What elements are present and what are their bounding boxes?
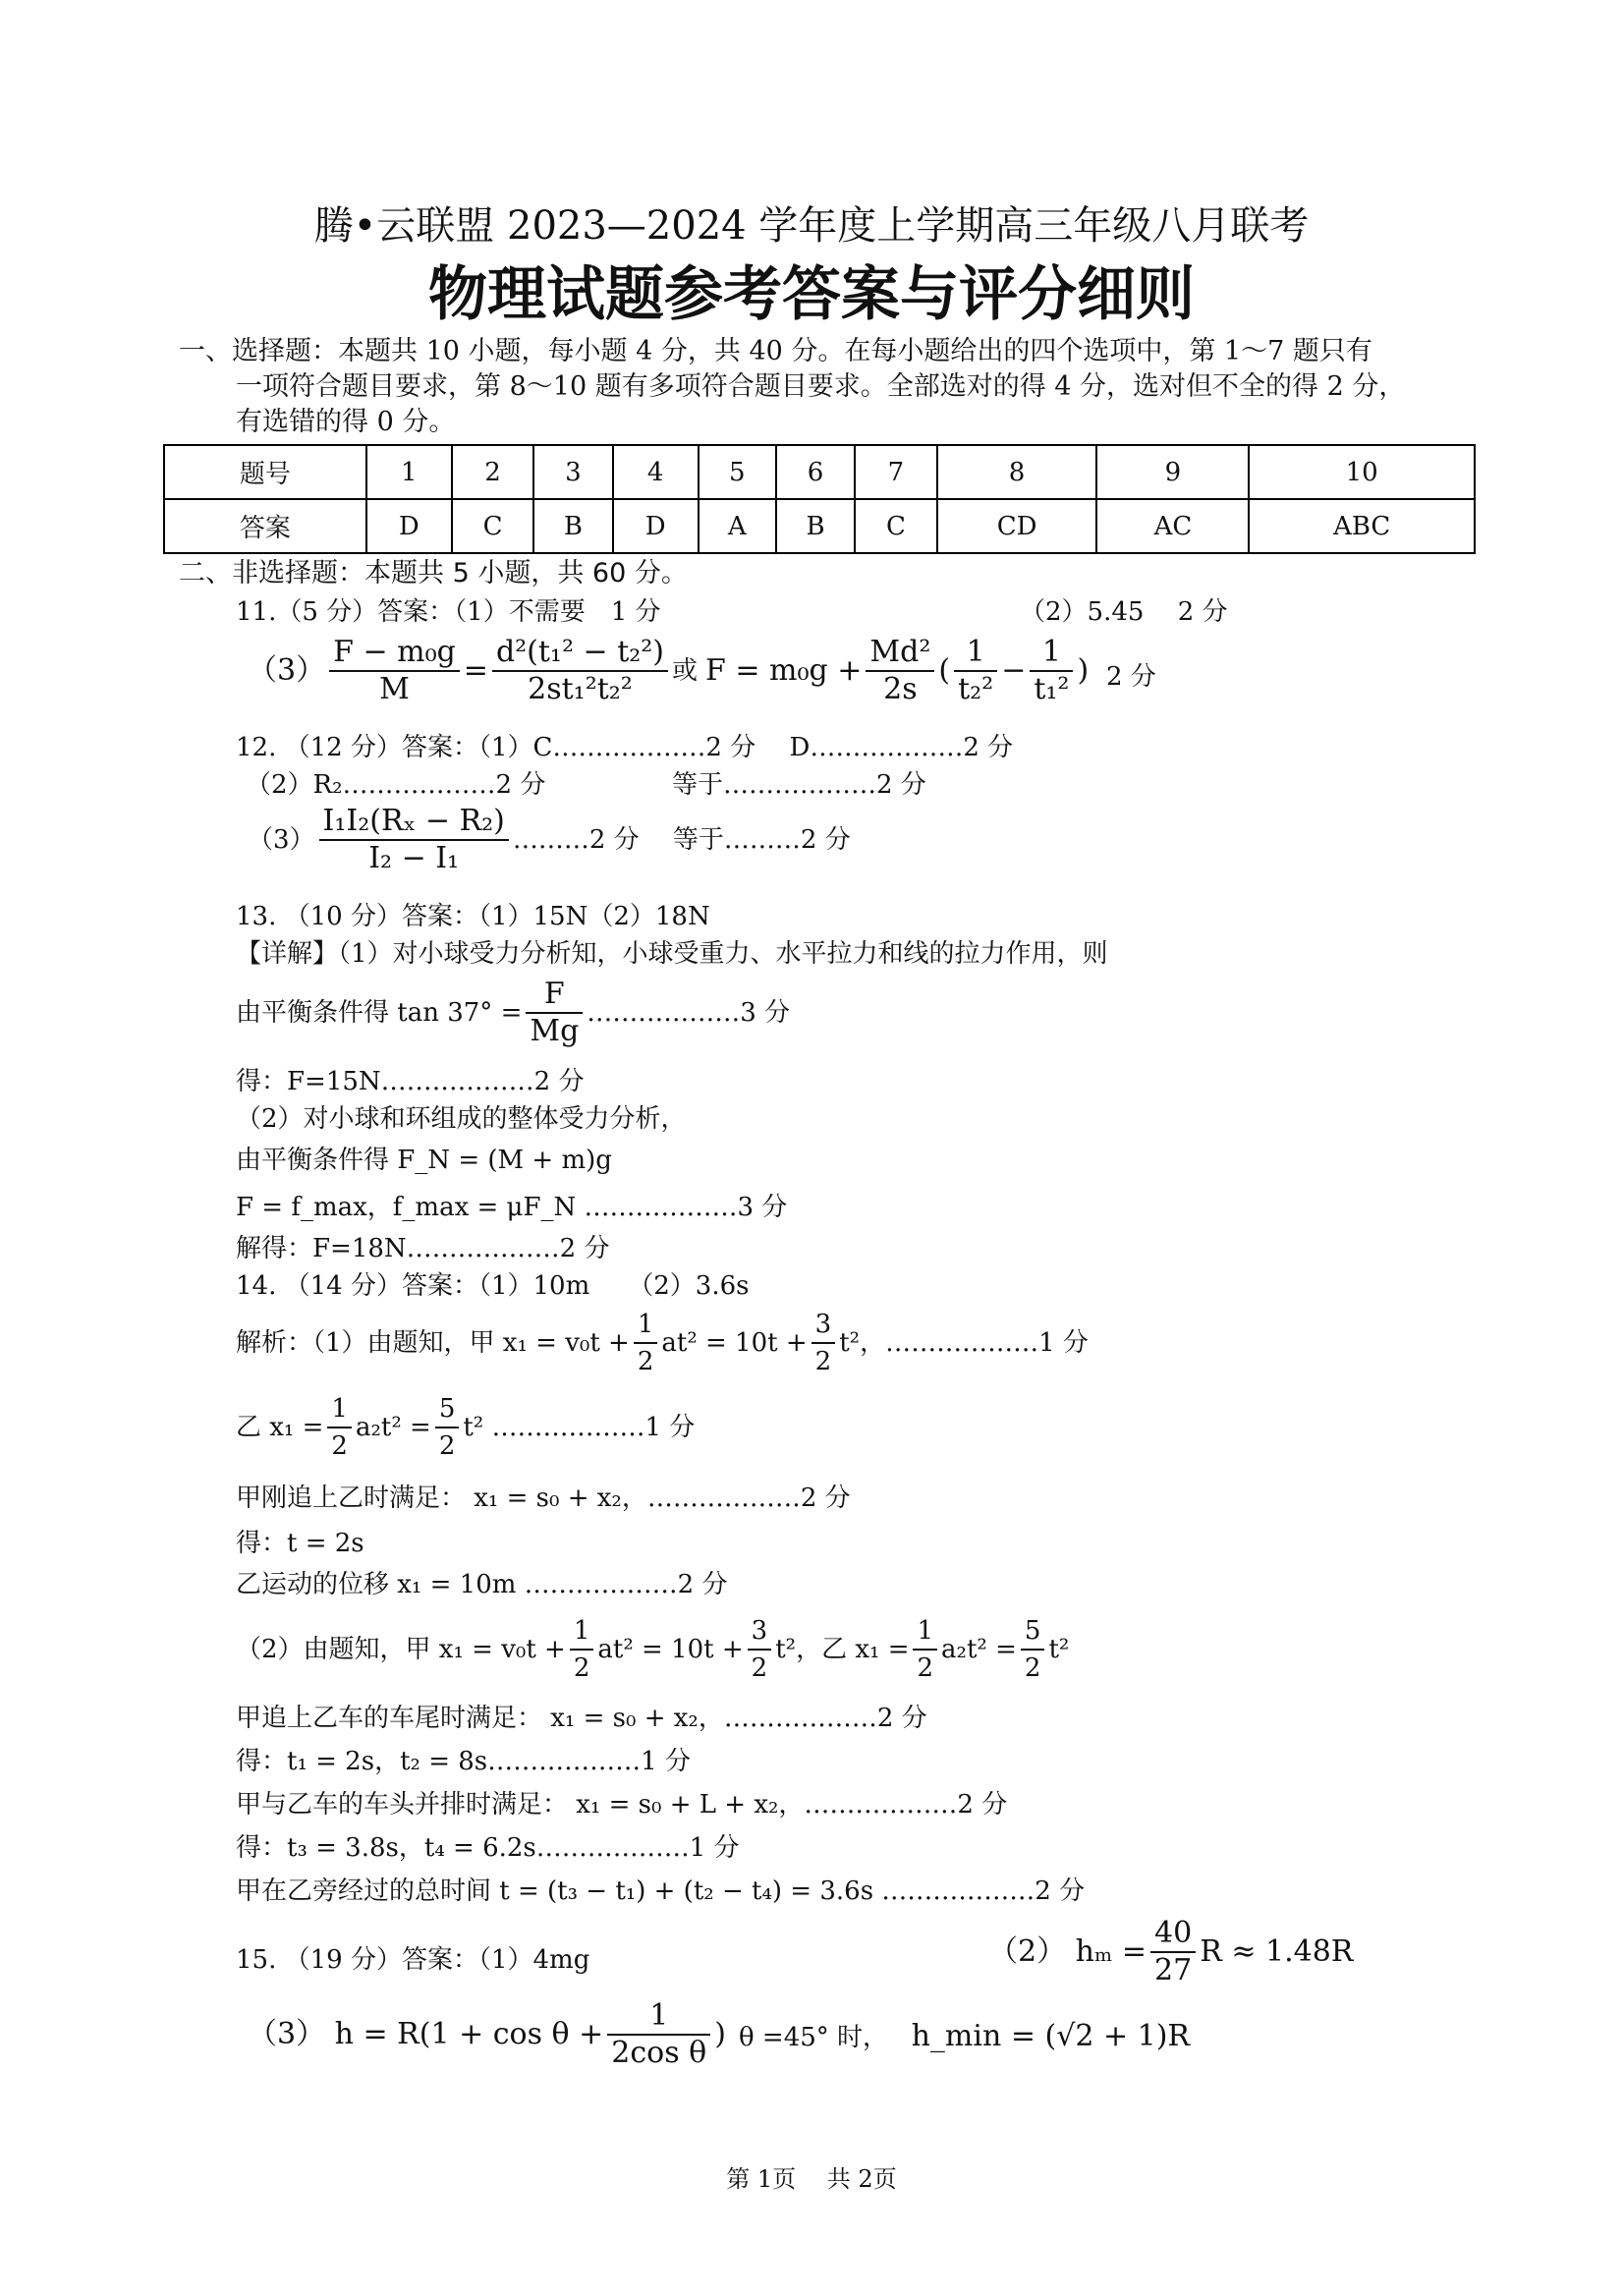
q13-line6: 由平衡条件得 F_N = (M + m)g: [236, 1146, 612, 1175]
q14-line5: 得：t = 2s: [236, 1529, 364, 1558]
answer-cell: CD: [937, 499, 1097, 553]
formula-text: （3） h = R(1 + cos θ +: [248, 2017, 604, 2051]
formula-text: F = m₀g +: [705, 653, 863, 688]
numerator: 1: [913, 1613, 937, 1651]
denominator: 2: [573, 1653, 590, 1683]
question-number: 7: [855, 445, 936, 499]
row-label: 答案: [164, 499, 366, 553]
numerator: I₁I₂(Rₓ − R₂): [319, 804, 509, 841]
answer-row: [164, 499, 1475, 553]
numerator: 1: [327, 1391, 352, 1428]
answer-key-title: 物理试题参考答案与评分细则: [428, 260, 1195, 329]
fraction: [634, 1307, 658, 1379]
part-label: （3）: [248, 653, 326, 688]
page-footer: 第 1页 共 2页: [726, 2165, 897, 2193]
q12-part3: [248, 804, 851, 876]
q14-line8: 甲追上乙车的车尾时满足： x₁ = s₀ + x₂，………………2 分: [236, 1704, 927, 1733]
answer-cell: D: [366, 499, 452, 553]
answer-cell: C: [855, 499, 936, 553]
formula-text: 乙 x₁ =: [236, 1413, 324, 1442]
q14-line11: 得：t₃ = 3.8s，t₄ = 6.2s………………1 分: [236, 1833, 740, 1863]
numerator: 1: [570, 1613, 594, 1651]
q11-part3-score: 2 分: [1106, 662, 1156, 692]
fraction: [319, 804, 509, 876]
condition-text: θ =45° 时，: [739, 2023, 889, 2052]
q13-line1: 13. （10 分）答案：（1）15N（2）18N: [236, 902, 710, 931]
q14-line2: [236, 1307, 1089, 1379]
formula-text: a₂t² =: [355, 1413, 431, 1442]
fraction: [748, 1613, 772, 1686]
q13-line5: （2）对小球和环组成的整体受力分析，: [236, 1104, 687, 1134]
fraction: [570, 1613, 594, 1686]
question-number: 1: [366, 445, 452, 499]
q11-line1: 11.（5 分）答案：（1）不需要 1 分: [236, 597, 661, 627]
denominator: t₁²: [1034, 672, 1070, 706]
formula-text: R ≈ 1.48R: [1200, 1934, 1354, 1969]
formula-text: at² = 10t +: [597, 1635, 744, 1664]
numerator: 5: [1021, 1613, 1045, 1651]
q15-part3: [248, 1998, 726, 2071]
equals-sign: =: [463, 653, 488, 688]
q14-line4: 甲刚追上乙时满足： x₁ = s₀ + x₂，………………2 分: [236, 1484, 851, 1513]
q14-line3: [236, 1391, 695, 1464]
answer-cell: B: [776, 499, 855, 553]
right-paren: ): [1077, 653, 1090, 688]
q13-line4: 得：F=15N………………2 分: [236, 1067, 585, 1096]
q14-line1: 14. （14 分）答案：（1）10m （2）3.6s: [236, 1271, 750, 1301]
numerator: Md²: [866, 635, 934, 672]
fraction: [435, 1391, 460, 1464]
fraction: [1150, 1916, 1196, 1988]
q12-line2a: （2）R₂………………2 分: [246, 770, 546, 800]
numerator: d²(t₁² − t₂²): [492, 635, 668, 672]
numerator: 40: [1150, 1916, 1196, 1953]
part-label: （3）: [248, 825, 315, 855]
denominator: 2: [751, 1653, 768, 1683]
answer-cell: C: [452, 499, 533, 553]
denominator: 2: [814, 1347, 832, 1376]
numerator: 3: [748, 1613, 772, 1651]
denominator: 2s: [883, 672, 918, 706]
formula-text: t²，………………1 分: [839, 1328, 1089, 1358]
q14-line10: 甲与乙车的车头并排时满足： x₁ = s₀ + L + x₂，………………2 分: [236, 1790, 1008, 1820]
denominator: 2: [637, 1347, 654, 1376]
row-label: 题号: [164, 445, 366, 499]
formula-text: t² ………………1 分: [463, 1413, 696, 1442]
fraction: [607, 1998, 710, 2071]
question-number: 3: [533, 445, 612, 499]
q13-line3: [236, 977, 790, 1049]
formula-text: t²: [1048, 1635, 1070, 1664]
denominator: t₂²: [958, 672, 994, 706]
right-paren: ): [714, 2017, 726, 2051]
question-number: 2: [452, 445, 533, 499]
q15-part2: [988, 1916, 1353, 1988]
minus-sign: −: [1001, 653, 1027, 688]
q11-part3: [248, 635, 1089, 707]
section1-line2: 一项符合题目要求，第 8～10 题有多项符合题目要求。全部选对的得 4 分，选对但不全的得 2 分，: [236, 371, 1406, 402]
fraction: [1021, 1613, 1045, 1686]
numerator: F: [526, 977, 583, 1014]
answer-cell: D: [613, 499, 699, 553]
left-paren: (: [938, 653, 951, 688]
question-number: 6: [776, 445, 855, 499]
question-number: 10: [1249, 445, 1475, 499]
q12-line2b: 等于………………2 分: [672, 770, 926, 800]
fraction: [327, 1391, 352, 1464]
formula-text: t²，乙 x₁ =: [775, 1635, 910, 1664]
numerator: F − m₀g: [329, 635, 460, 672]
q13-line2: 【详解】（1）对小球受力分析知，小球受重力、水平拉力和线的拉力作用，则: [236, 939, 1108, 969]
numerator: 1: [634, 1307, 658, 1344]
section1-line3: 有选错的得 0 分。: [236, 407, 456, 437]
question-number: 4: [613, 445, 699, 499]
denominator: 27: [1154, 1953, 1193, 1988]
numerator: 1: [954, 635, 997, 672]
formula-text: a₂t² =: [941, 1635, 1017, 1664]
denominator: I₂ − I₁: [368, 841, 460, 875]
denominator: 2: [917, 1653, 934, 1683]
question-number: 8: [937, 445, 1097, 499]
q13-line7: F = f_max，f_max = μF_N ………………3 分: [236, 1193, 788, 1222]
q12-line1: 12. （12 分）答案：（1）C………………2 分 D………………2 分: [236, 733, 1014, 762]
question-number-row: [164, 445, 1475, 499]
formula-text: 由平衡条件得 tan 37° =: [236, 998, 523, 1028]
answer-cell: AC: [1096, 499, 1249, 553]
formula-text: （2）由题知，甲 x₁ = v₀t +: [236, 1635, 566, 1664]
fraction: [329, 635, 460, 707]
fraction: [812, 1307, 836, 1379]
denominator: 2: [331, 1431, 348, 1461]
q14-line9: 得：t₁ = 2s，t₂ = 8s………………1 分: [236, 1747, 691, 1776]
fraction: [1030, 635, 1073, 707]
denominator: 2: [1024, 1653, 1041, 1683]
q14-line7: [236, 1613, 1069, 1686]
section1-line1: 一、选择题：本题共 10 小题，每小题 4 分，共 40 分。在每小题给出的四个选项中，第 1～7 题只有: [179, 336, 1372, 366]
section2-title: 二、非选择题：本题共 5 小题，共 60 分。: [179, 558, 688, 588]
fraction: [913, 1613, 937, 1686]
denominator: 2: [438, 1431, 456, 1461]
formula-text: h_min = (√2 + 1)R: [911, 2019, 1190, 2053]
denominator: Mg: [530, 1014, 580, 1048]
exam-title: 腾•云联盟 2023—2024 学年度上学期高三年级八月联考: [313, 203, 1310, 249]
or-text: 或: [672, 656, 699, 686]
answer-table: [163, 444, 1476, 554]
formula-text: 解析：（1）由题知，甲 x₁ = v₀t +: [236, 1328, 630, 1358]
fraction: [954, 635, 997, 707]
q15-line1: 15. （19 分）答案：（1）4mg: [236, 1945, 590, 1975]
score-text: ………………3 分: [587, 998, 791, 1028]
fraction: [492, 635, 668, 707]
denominator: 2cos θ: [611, 2036, 707, 2070]
question-number: 5: [699, 445, 776, 499]
fraction: [866, 635, 934, 707]
q13-line8: 解得：F=18N………………2 分: [236, 1234, 610, 1263]
answer-cell: B: [533, 499, 612, 553]
numerator: 5: [435, 1391, 460, 1428]
question-number: 9: [1096, 445, 1249, 499]
q11-part2: （2）5.45 2 分: [1020, 597, 1228, 627]
formula-text: at² = 10t +: [661, 1328, 808, 1358]
q12-part3-tail: ………2 分 等于………2 分: [512, 825, 851, 855]
denominator: 2st₁²t₂²: [528, 672, 633, 706]
numerator: 1: [607, 1998, 710, 2036]
answer-cell: ABC: [1249, 499, 1475, 553]
q14-line12: 甲在乙旁经过的总时间 t = (t₃ − t₁) + (t₂ − t₄) = 3.6s ………………2 分: [236, 1876, 1086, 1906]
denominator: M: [379, 672, 410, 706]
numerator: 1: [1030, 635, 1073, 672]
answer-cell: A: [699, 499, 776, 553]
formula-text: （2） hₘ =: [988, 1934, 1147, 1969]
numerator: 3: [812, 1307, 836, 1344]
fraction: [526, 977, 583, 1049]
q14-line6: 乙运动的位移 x₁ = 10m ………………2 分: [236, 1570, 728, 1599]
q15-part3-condition: [739, 2020, 1190, 2054]
